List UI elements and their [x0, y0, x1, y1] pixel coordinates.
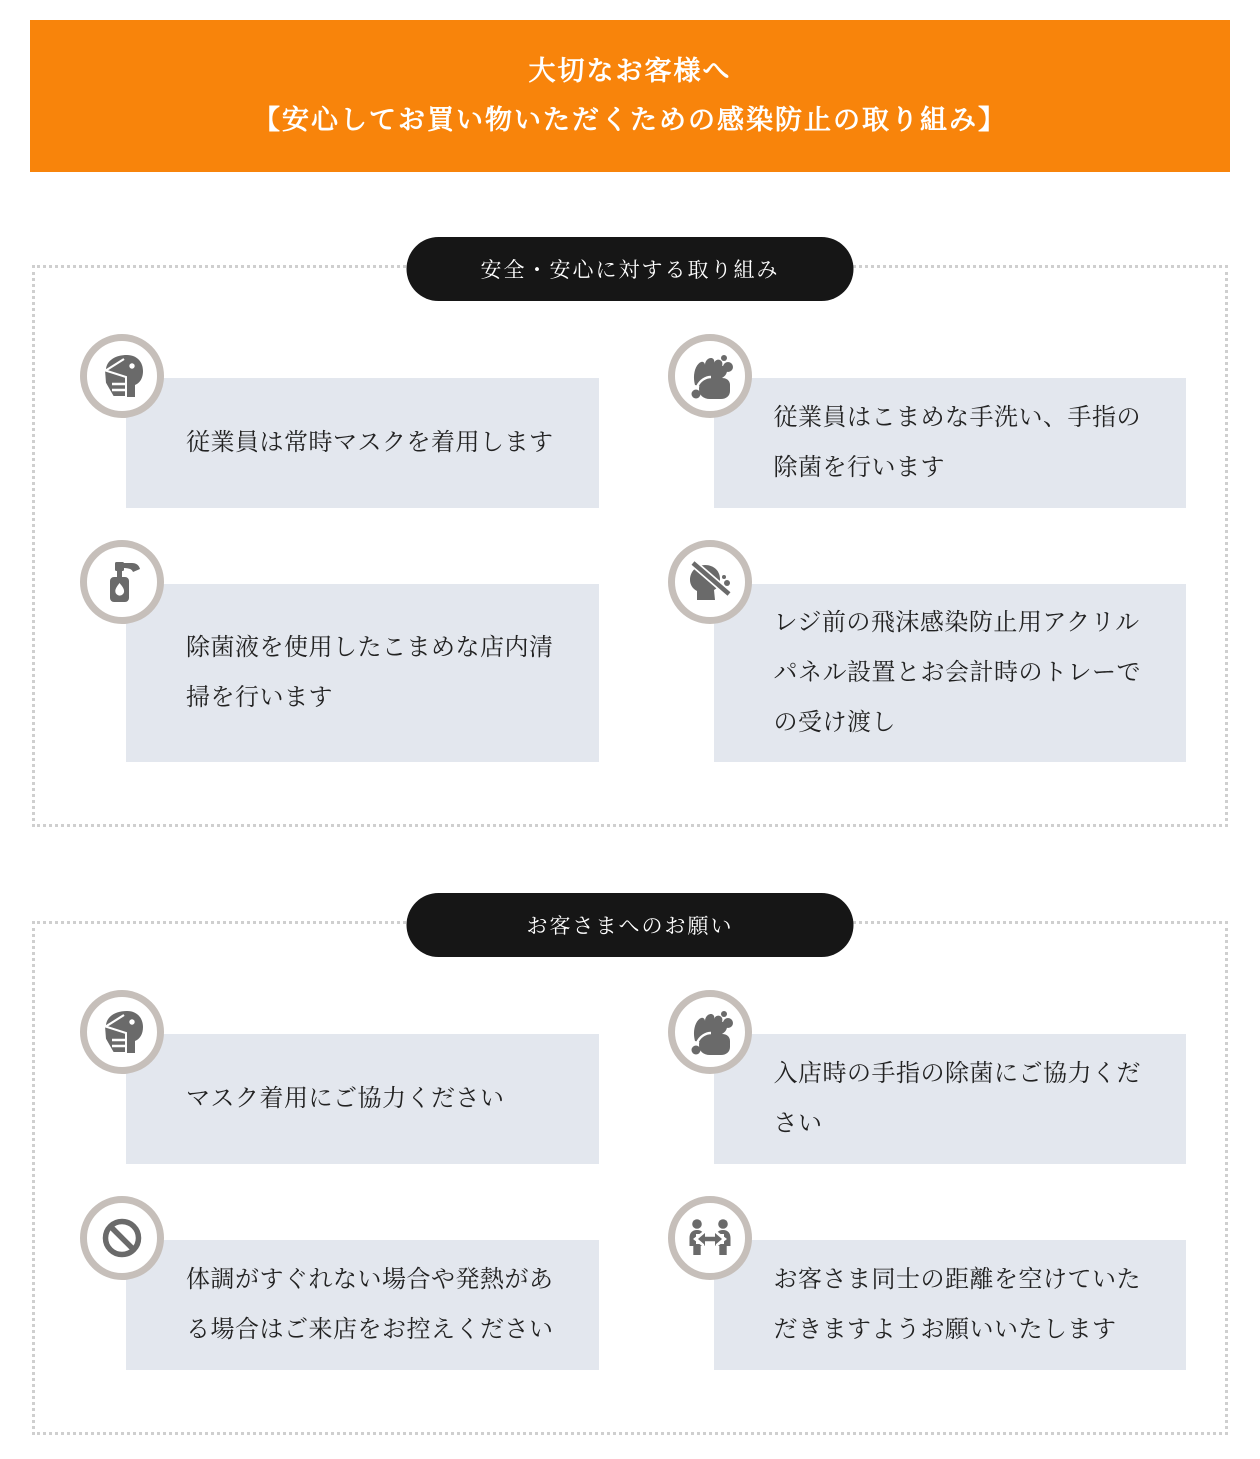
social-distance-icon [668, 1196, 752, 1280]
item-text: 除菌液を使用したこまめな店内清掃を行います [186, 634, 554, 711]
droplet-block-icon [668, 540, 752, 624]
banner-line-1: 大切なお客様へ [528, 56, 732, 86]
item-text: マスク着用にご協力ください [186, 1085, 505, 1112]
item-text: 体調がすぐれない場合や発熱がある場合はご来店をお控えください [186, 1266, 554, 1343]
notice-banner [30, 20, 1230, 172]
item-text-box [714, 1240, 1187, 1370]
request-item [80, 1034, 599, 1164]
item-text: 入店時の手指の除菌にご協力ください [773, 1060, 1141, 1137]
measure-item [80, 378, 599, 508]
request-item [668, 1034, 1187, 1164]
item-text: レジ前の飛沫感染防止用アクリルパネル設置とお会計時のトレーでの受け渡し [773, 609, 1141, 736]
section-safety-measures [32, 259, 1228, 827]
banner-line-2: 【安心してお買い物いただくための感染防止の取り組み】 [253, 105, 1007, 135]
item-text-box [714, 584, 1187, 762]
mask-face-icon [80, 990, 164, 1074]
mask-face-icon [80, 334, 164, 418]
item-text-box [126, 1240, 599, 1370]
hand-wash-icon [668, 990, 752, 1074]
request-item [80, 1240, 599, 1370]
section-label-pill: 安全・安心に対する取り組み [407, 237, 854, 301]
item-text: 従業員はこまめな手洗い、手指の除菌を行います [773, 404, 1141, 481]
item-text-box [714, 1034, 1187, 1164]
item-text-box [126, 584, 599, 762]
item-text: 従業員は常時マスクを着用します [186, 429, 554, 456]
item-text-box [126, 378, 599, 508]
requests-grid [80, 1034, 1186, 1370]
measure-item [668, 584, 1187, 762]
measure-item [80, 584, 599, 762]
sanitizer-bottle-icon [80, 540, 164, 624]
hand-wash-icon [668, 334, 752, 418]
item-text-box [714, 378, 1187, 508]
prohibition-icon [80, 1196, 164, 1280]
measure-item [668, 378, 1187, 508]
section-label-pill: お客さまへのお願い [407, 893, 854, 957]
item-text-box [126, 1034, 599, 1164]
section-customer-requests [32, 915, 1228, 1435]
request-item [668, 1240, 1187, 1370]
item-text: お客さま同士の距離を空けていただきますようお願いいたします [773, 1266, 1141, 1343]
measures-grid [80, 378, 1186, 762]
